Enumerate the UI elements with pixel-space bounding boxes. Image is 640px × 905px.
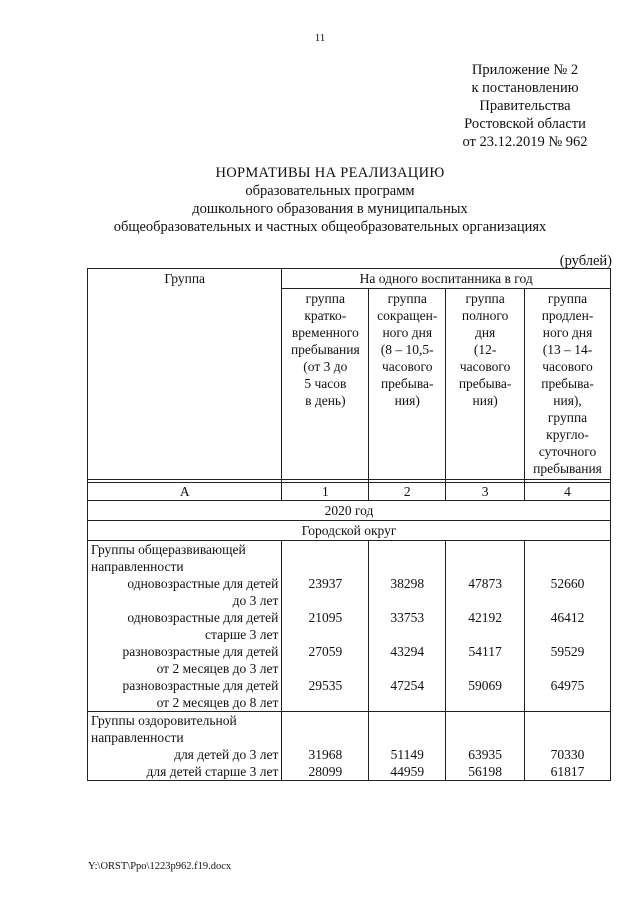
spacer: [372, 626, 442, 643]
value-cell: 29535: [308, 678, 343, 693]
value-cell: 51149: [390, 747, 424, 762]
index-cell: 4: [525, 483, 611, 501]
spacer: [449, 729, 521, 746]
column-header-line: ного дня: [542, 325, 593, 340]
appendix-block: [430, 61, 620, 151]
document-title: [40, 164, 620, 236]
spacer: [285, 712, 365, 729]
value-column-cell: [525, 541, 611, 712]
column-header-line: продлен-: [541, 308, 594, 323]
column-header-line: ного дня: [382, 325, 433, 340]
appendix-line: от 23.12.2019 № 962: [462, 134, 588, 150]
column-header-line: кратко-: [304, 308, 347, 323]
value-cell: 59069: [468, 678, 502, 693]
norms-table: [87, 268, 611, 781]
spacer: [528, 592, 607, 609]
value-cell: 38298: [390, 576, 425, 591]
spacer: [285, 626, 365, 643]
spacer: [528, 729, 607, 746]
value-cell: 31968: [308, 747, 343, 762]
spacer: [528, 626, 607, 643]
section-title-line: Группы оздоровительной: [91, 713, 237, 728]
column-header-line: часового: [381, 359, 433, 374]
column-header-line: пребыва-: [458, 376, 512, 391]
value-cell: 27059: [308, 644, 343, 659]
section-title: [88, 541, 282, 712]
value-cell: 47254: [390, 678, 425, 693]
column-header-line: полного: [461, 308, 509, 323]
column-header-line: сокращен-: [377, 308, 438, 323]
column-header-line: дня: [474, 325, 496, 340]
spacer: [449, 694, 521, 711]
spacer: [372, 694, 442, 711]
section-title: [88, 712, 282, 781]
spacer: [285, 558, 365, 575]
column-header-line: группа: [547, 410, 588, 425]
header-group: Группа: [88, 269, 282, 480]
spacer: [528, 660, 607, 677]
value-cell: 63935: [468, 747, 502, 762]
row-label-line: разновозрастные для детей: [122, 678, 279, 693]
value-cell: 28099: [308, 764, 343, 779]
spacer: [285, 541, 365, 558]
column-header-line: ния): [394, 393, 420, 408]
section-row: [88, 541, 611, 712]
column-header-line: пребывания: [290, 342, 360, 357]
section-title-line: направленности: [91, 559, 184, 574]
column-header-line: часового: [459, 359, 511, 374]
column-header-line: суточного: [538, 444, 597, 459]
units-label: (рублей): [559, 253, 612, 269]
header-span: На одного воспитанника в год: [282, 269, 611, 289]
column-header-line: кругло-: [546, 427, 589, 442]
value-column-cell: [525, 712, 611, 781]
spacer: [372, 558, 442, 575]
spacer: [285, 660, 365, 677]
column-header-line: (8 – 10,5-: [380, 342, 434, 357]
page-number: 11: [314, 32, 326, 44]
column-header-line: группа: [465, 291, 505, 306]
spacer: [528, 541, 607, 558]
spacer: [449, 558, 521, 575]
column-header-line: пребывания: [533, 461, 602, 476]
section-title-line: направленности: [91, 730, 184, 745]
spacer: [528, 694, 607, 711]
title-main: НОРМАТИВЫ НА РЕАЛИЗАЦИЮ: [215, 165, 445, 181]
section-row: [88, 712, 611, 781]
index-row: [88, 483, 611, 501]
title-sub: дошкольного образования в муниципальных: [192, 201, 468, 217]
column-header-line: (12-: [473, 342, 497, 357]
spacer: [285, 729, 365, 746]
value-cell: 47873: [468, 576, 502, 591]
value-cell: 21095: [308, 610, 343, 625]
value-cell: 23937: [308, 576, 343, 591]
value-cell: 42192: [468, 610, 502, 625]
column-header-line: (от 3 до: [303, 359, 348, 374]
column-header-line: группа: [387, 291, 427, 306]
column-header-3: [446, 289, 525, 480]
value-cell: 46412: [550, 610, 585, 625]
spacer: [372, 592, 442, 609]
column-header-line: ния),: [553, 393, 582, 408]
row-label-line: от 2 месяцев до 8 лет: [156, 695, 279, 710]
spacer: [449, 541, 521, 558]
value-cell: 56198: [468, 764, 502, 779]
value-cell: 44959: [390, 764, 425, 779]
value-cell: 43294: [390, 644, 425, 659]
column-header-line: пребыва-: [380, 376, 434, 391]
value-column-cell: [282, 541, 369, 712]
appendix-line: Приложение № 2: [471, 62, 579, 78]
district-row: [88, 521, 611, 541]
column-header-line: группа: [305, 291, 345, 306]
year-row: [88, 501, 611, 521]
row-label-line: разновозрастные для детей: [122, 644, 279, 659]
value-column-cell: [369, 712, 446, 781]
appendix-line: к постановлению: [471, 80, 579, 96]
row-label-line: для детей до 3 лет: [174, 747, 279, 762]
column-header-line: (13 – 14-: [542, 342, 593, 357]
spacer: [372, 712, 442, 729]
column-header-line: в день): [305, 393, 346, 408]
row-label-line: одновозрастные для детей: [127, 610, 279, 625]
index-cell: А: [88, 483, 282, 501]
column-header-2: [369, 289, 446, 480]
column-header-1: [282, 289, 369, 480]
table-body: [88, 541, 611, 781]
spacer: [449, 712, 521, 729]
column-header-line: временного: [291, 325, 359, 340]
row-label-line: от 2 месяцев до 3 лет: [156, 661, 279, 676]
value-column-cell: [446, 712, 525, 781]
value-cell: 61817: [550, 764, 585, 779]
column-header-line: 5 часов: [304, 376, 347, 391]
value-cell: 64975: [550, 678, 585, 693]
column-header-line: группа: [547, 291, 588, 306]
title-sub: образовательных программ: [245, 183, 415, 199]
column-header-line: ния): [472, 393, 498, 408]
value-cell: 52660: [550, 576, 585, 591]
spacer: [372, 541, 442, 558]
title-sub: общеобразовательных и частных общеобразовательных организациях: [113, 219, 547, 235]
value-cell: 33753: [390, 610, 425, 625]
spacer: [449, 660, 521, 677]
spacer: [285, 592, 365, 609]
spacer: [528, 558, 607, 575]
spacer: [372, 660, 442, 677]
file-path-footer: Y:\ORST\Ppo\1223p962.f19.docx: [88, 861, 232, 872]
spacer: [449, 626, 521, 643]
year-label: 2020 год: [88, 501, 611, 521]
value-column-cell: [446, 541, 525, 712]
column-header-line: часового: [542, 359, 593, 374]
spacer: [372, 729, 442, 746]
index-cell: 1: [282, 483, 369, 501]
index-cell: 2: [369, 483, 446, 501]
appendix-line: Правительства: [479, 98, 571, 114]
row-label-line: для детей старше 3 лет: [146, 764, 279, 779]
column-header-line: пребыва-: [541, 376, 594, 391]
value-cell: 54117: [468, 644, 502, 659]
value-cell: 70330: [550, 747, 585, 762]
spacer: [528, 712, 607, 729]
row-label-line: до 3 лет: [232, 593, 279, 608]
column-header-4: [525, 289, 611, 480]
district-label: Городской округ: [88, 521, 611, 541]
value-cell: 59529: [550, 644, 585, 659]
value-column-cell: [282, 712, 369, 781]
row-label-line: одновозрастные для детей: [127, 576, 279, 591]
appendix-line: Ростовской области: [464, 116, 586, 132]
row-label-line: старше 3 лет: [205, 627, 279, 642]
value-column-cell: [369, 541, 446, 712]
spacer: [449, 592, 521, 609]
spacer: [285, 694, 365, 711]
section-title-line: Группы общеразвивающей: [91, 542, 246, 557]
index-cell: 3: [446, 483, 525, 501]
